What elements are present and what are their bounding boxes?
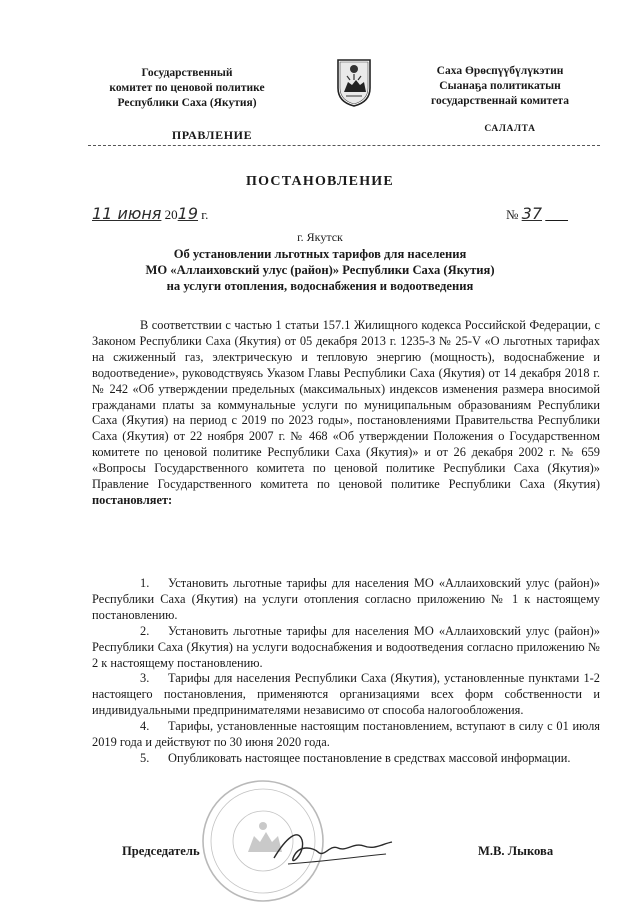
list-item bbox=[92, 751, 600, 767]
document-title: ПОСТАНОВЛЕНИЕ bbox=[246, 174, 394, 189]
subject-line: Об установлении льготных тарифов для населения bbox=[173, 247, 467, 261]
list-item bbox=[92, 719, 600, 751]
document-city: г. Якутск bbox=[297, 230, 343, 244]
header-divider bbox=[88, 145, 600, 146]
document-number bbox=[506, 204, 568, 223]
issuer-line: Государственный bbox=[141, 67, 233, 79]
issuer-name-yakut bbox=[402, 64, 598, 109]
issuer-line: Сыанаҕа политикатын bbox=[439, 80, 561, 92]
item-number: 3. bbox=[140, 671, 150, 686]
date-day: 11 июня bbox=[92, 204, 162, 223]
issuer-line: государственнай комитета bbox=[431, 95, 569, 107]
department-russian: ПРАВЛЕНИЕ bbox=[171, 128, 253, 142]
subject-line: МО «Аллаиховский улус (район)» Республики Саха (Якутия) bbox=[145, 263, 495, 277]
number-prefix: № bbox=[506, 207, 519, 222]
item-number: 1. bbox=[140, 576, 150, 590]
issuer-line: Республики Саха (Якутия) bbox=[117, 97, 257, 109]
item-text: Установить льготные тарифы для населения МО «Аллаиховский улус (район)» Республики Саха (Якутия) на услуги отопления согласно приложению № 1 к настоящему постановлению. bbox=[92, 576, 600, 622]
item-text: Тарифы, установленные настоящим постановлением, вступают в силу с 01 июля 2019 года и действуют по 30 июня 2020 года. bbox=[92, 719, 600, 750]
item-number: 5. bbox=[140, 750, 150, 765]
issuer-line: комитет по ценовой политике bbox=[109, 82, 265, 94]
list-item bbox=[92, 576, 600, 624]
resolution-items bbox=[92, 576, 600, 767]
list-item bbox=[92, 624, 600, 672]
item-number: 2. bbox=[140, 623, 150, 638]
item-text: Тарифы для населения Республики Саха (Якутия), установленные пунктами 1-2 настоящего постановления, применяются организациями всех форм собственности и индивидуальными предпринимателями независимо от способа налогообложения. bbox=[92, 671, 600, 718]
issuer-name-russian bbox=[92, 66, 282, 111]
subject-line: на услуги отопления, водоснабжения и водоотведения bbox=[166, 279, 474, 293]
signer-name: М.В. Лыкова bbox=[478, 844, 554, 858]
signer-title: Председатель bbox=[122, 844, 200, 858]
document-date bbox=[92, 204, 208, 223]
preamble-resolution: постановляет: bbox=[92, 492, 173, 507]
number-value: 37 bbox=[521, 204, 543, 223]
preamble-text: В соответствии с частью 1 статьи 157.1 Жилищного кодекса Российской Федерации, с Законом Республики Саха (Якутия) от 05 декабря 2013 г. 1235-З № 25-V «О льготных тарифах на сжиженный газ, электрическую и тепловую энергию (мощность), водоснабжение и водоотведение», руководствуясь Указом Главы Республики Саха (Якутия) от 14 декабря 2018 г. № 242 «Об утверждении предельных (максимальных) индексов изменения размера вносимой гражданами платы за коммунальные услуги по муниципальным образованиям Республики Саха (Якутия) на период с 2019 по 2023 годы», постановлениями Правительства Республики Саха (Якутия) от 22 ноября 2007 г. № 468 «Об утверждении Положения о Государственном комитете по ценовой политике Республики Саха (Якутия)» и от 26 декабря 2002 г. № 659 «Вопросы Государственного комитета по ценовой политике Республики Саха (Якутия)» Правление Государственного комитета по ценовой политике Республики Саха (Якутия) bbox=[92, 318, 600, 492]
date-suffix: г. bbox=[201, 207, 209, 222]
document-subject bbox=[110, 246, 530, 294]
preamble-paragraph bbox=[92, 318, 600, 509]
department-yakut: САЛАЛТА bbox=[484, 124, 536, 134]
item-number: 4. bbox=[140, 719, 150, 734]
date-year-prefix: 20 bbox=[164, 207, 178, 222]
coat-of-arms-icon bbox=[334, 58, 374, 108]
item-text: Опубликовать настоящее постановление в средствах массовой информации. bbox=[168, 750, 571, 765]
issuer-line: Саха Өрөспүүбүлүкэтин bbox=[436, 65, 564, 77]
date-year-suffix: 19 bbox=[177, 204, 199, 223]
list-item bbox=[92, 671, 600, 719]
item-text: Установить льготные тарифы для населения МО «Аллаиховский улус (район)» Республики Саха (Якутия) на услуги водоснабжения и водоотведения согласно приложению № 2 к настоящему постановлению. bbox=[92, 623, 600, 670]
handwritten-signature-icon bbox=[268, 818, 398, 878]
